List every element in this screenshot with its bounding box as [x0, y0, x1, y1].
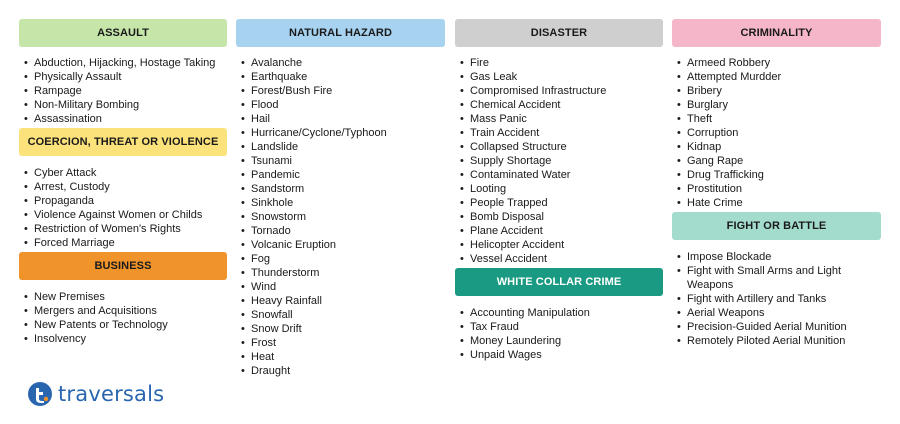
logo-text: traversals [58, 382, 165, 406]
list-item: • Frost [238, 336, 448, 350]
list-item: • Supply Shortage [457, 154, 667, 168]
criminality-list [674, 56, 884, 210]
assault-title: ASSAULT [97, 27, 149, 39]
disaster-title: DISASTER [530, 27, 588, 39]
list-item: • Fight with Small Arms and Light Weapons [674, 264, 854, 292]
list-item: • Snowstorm [238, 210, 448, 224]
list-item: • Violence Against Women or Childs [21, 208, 231, 222]
assault-header [19, 19, 227, 47]
list-item: • Precision-Guided Aerial Munition [674, 320, 854, 334]
business-title: BUSINESS [94, 260, 152, 272]
list-item: • Insolvency [21, 332, 231, 346]
white-collar-list [457, 306, 667, 362]
list-item: • Landslide [238, 140, 448, 154]
list-item: • Cyber Attack [21, 166, 231, 180]
disaster-header [455, 19, 663, 47]
list-item: • Mass Panic [457, 112, 667, 126]
list-item: • Thunderstorm [238, 266, 448, 280]
list-item: • Earthquake [238, 70, 448, 84]
fight-list [674, 250, 854, 348]
list-item: • Tsunami [238, 154, 448, 168]
list-item: • Snow Drift [238, 322, 448, 336]
list-item: • Sandstorm [238, 182, 448, 196]
list-item: • Armeed Robbery [674, 56, 884, 70]
criminality-header [672, 19, 881, 47]
list-item: • Helicopter Accident [457, 238, 667, 252]
list-item: • Mergers and Acquisitions [21, 304, 231, 318]
list-item: • Forest/Bush Fire [238, 84, 448, 98]
list-item: • Attempted Murdder [674, 70, 884, 84]
list-item: • Impose Blockade [674, 250, 854, 264]
list-item: • Unpaid Wages [457, 348, 667, 362]
list-item: • Collapsed Structure [457, 140, 667, 154]
list-item: • Train Accident [457, 126, 667, 140]
list-item: • Volcanic Eruption [238, 238, 448, 252]
list-item: • Hate Crime [674, 196, 884, 210]
list-item: • Hurricane/Cyclone/Typhoon [238, 126, 448, 140]
list-item: • Tornado [238, 224, 448, 238]
list-item: • Theft [674, 112, 884, 126]
list-item: • Heavy Rainfall [238, 294, 448, 308]
list-item: • Bribery [674, 84, 884, 98]
list-item: • Draught [238, 364, 448, 378]
criminality-title: CRIMINALITY [740, 27, 813, 39]
list-item: • Drug Trafficking [674, 168, 884, 182]
list-item: • Money Laundering [457, 334, 667, 348]
list-item: • Arrest, Custody [21, 180, 231, 194]
list-item: • Pandemic [238, 168, 448, 182]
list-item: • Contaminated Water [457, 168, 667, 182]
business-list [21, 290, 231, 346]
business-header [19, 252, 227, 280]
list-item: • Compromised Infrastructure [457, 84, 667, 98]
list-item: • New Premises [21, 290, 231, 304]
coercion-title: COERCION, THREAT OR VIOLENCE [27, 136, 219, 148]
white-collar-header [455, 268, 663, 296]
list-item: • Accounting Manipulation [457, 306, 667, 320]
list-item: • New Patents or Technology [21, 318, 231, 332]
natural-hazard-header [236, 19, 445, 47]
assault-list [21, 56, 231, 126]
list-item: • Sinkhole [238, 196, 448, 210]
list-item: • Flood [238, 98, 448, 112]
list-item: • Abduction, Hijacking, Hostage Taking [21, 56, 231, 70]
list-item: • Restriction of Women's Rights [21, 222, 231, 236]
list-item: • Fight with Artillery and Tanks [674, 292, 854, 306]
list-item: • Wind [238, 280, 448, 294]
list-item: • Vessel Accident [457, 252, 667, 266]
disaster-list [457, 56, 667, 266]
list-item: • Rampage [21, 84, 231, 98]
natural-hazard-title: NATURAL HAZARD [288, 27, 393, 39]
list-item: • Aerial Weapons [674, 306, 854, 320]
list-item: • Non-Military Bombing [21, 98, 231, 112]
list-item: • Fog [238, 252, 448, 266]
list-item: • Corruption [674, 126, 884, 140]
list-item: • Kidnap [674, 140, 884, 154]
list-item: • Hail [238, 112, 448, 126]
white-collar-title: WHITE COLLAR CRIME [496, 276, 622, 288]
list-item: • Remotely Piloted Aerial Munition [674, 334, 854, 348]
coercion-list [21, 166, 231, 250]
list-item: • Heat [238, 350, 448, 364]
coercion-header [19, 128, 227, 156]
natural-hazard-list [238, 56, 448, 378]
fight-header [672, 212, 881, 240]
list-item: • Tax Fraud [457, 320, 667, 334]
fight-title: FIGHT OR BATTLE [726, 220, 827, 232]
list-item: • Prostitution [674, 182, 884, 196]
list-item: • Avalanche [238, 56, 448, 70]
list-item: • Fire [457, 56, 667, 70]
list-item: • Propaganda [21, 194, 231, 208]
list-item: • Burglary [674, 98, 884, 112]
list-item: • Gang Rape [674, 154, 884, 168]
list-item: • Snowfall [238, 308, 448, 322]
list-item: • Chemical Accident [457, 98, 667, 112]
list-item: • Looting [457, 182, 667, 196]
list-item: • Forced Marriage [21, 236, 231, 250]
list-item: • Bomb Disposal [457, 210, 667, 224]
list-item: • Physically Assault [21, 70, 231, 84]
traversals-logo-icon [27, 381, 53, 407]
list-item: • Assassination [21, 112, 231, 126]
list-item: • Plane Accident [457, 224, 667, 238]
list-item: • Gas Leak [457, 70, 667, 84]
traversals-logo [27, 380, 164, 408]
list-item: • People Trapped [457, 196, 667, 210]
